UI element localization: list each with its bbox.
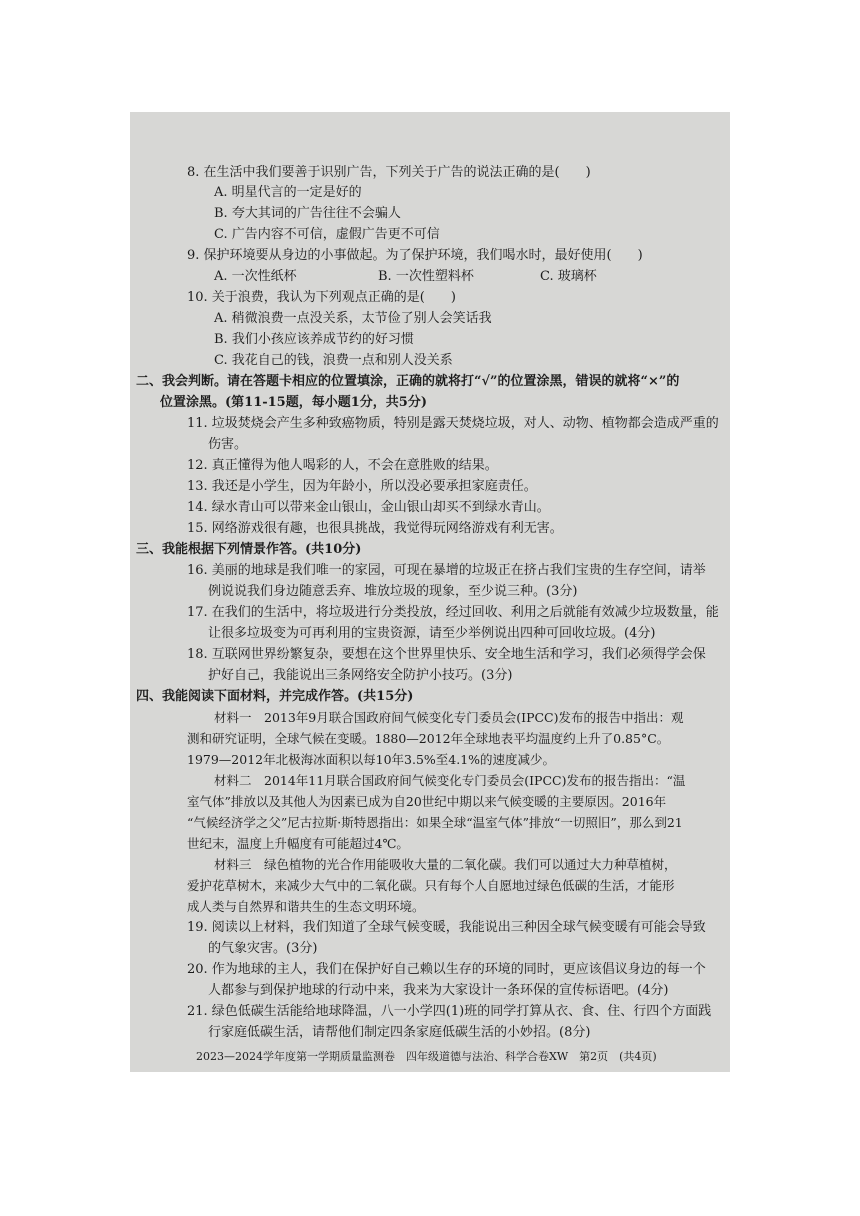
q10-option-c: C. 我花自己的钱，浪费一点和别人没关系 (214, 353, 453, 368)
section-2-heading-cont: 位置涂黑。(第11-15题，每小题1分，共5分) (160, 395, 427, 410)
q20-line2: 人都参与到保护地球的行动中来，我来为大家设计一条环保的宣传标语吧。(4分) (208, 983, 669, 998)
q20-line1: 20. 作为地球的主人，我们在保护好自己赖以生存的环境的同时，更应该倡议身边的每一个 (187, 962, 706, 977)
q9-option-c: C. 玻璃杯 (540, 269, 597, 284)
material-1-line2: 测和研究证明，全球气候在变暖。1880—2012年全球地表平均温度约上升了0.85°C。 (187, 731, 670, 746)
q8-stem: 8. 在生活中我们要善于识别广告，下列关于广告的说法正确的是( ) (187, 165, 591, 180)
q10-option-a: A. 稍微浪费一点没关系，太节俭了别人会笑话我 (214, 311, 492, 326)
q19-line1: 19. 阅读以上材料，我们知道了全球气候变暖，我能说出三种因全球气候变暖有可能会导致 (187, 920, 706, 935)
q21-line2: 行家庭低碳生活，请帮他们制定四条家庭低碳生活的小妙招。(8分) (208, 1025, 591, 1040)
page-footer: 2023—2024学年度第一学期质量监测卷 四年级道德与法治、科学合卷XW 第2页 (共4页) (196, 1050, 657, 1063)
q10-stem: 10. 关于浪费，我认为下列观点正确的是( ) (187, 290, 456, 305)
material-1-line1: 材料一 2013年9月联合国政府间气候变化专门委员会(IPCC)发布的报告中指出：观 (214, 710, 684, 725)
material-2-line2: 室气体”排放以及其他人为因素已成为自20世纪中期以来气候变暖的主要原因。2016年 (187, 794, 667, 809)
section-3-heading: 三、我能根据下列情景作答。(共10分) (136, 542, 362, 557)
material-2-line3: “气候经济学之父”尼古拉斯·斯特恩指出：如果全球“温室气体”排放“一切照旧”，那么到21 (187, 815, 683, 830)
q9-stem: 9. 保护环境要从身边的小事做起。为了保护环境，我们喝水时，最好使用( ) (187, 248, 643, 263)
q11-line2: 伤害。 (208, 437, 248, 452)
q13: 13. 我还是小学生，因为年龄小，所以没必要承担家庭责任。 (187, 479, 537, 494)
q9-option-a: A. 一次性纸杯 (214, 269, 297, 284)
material-3-line1: 材料三 绿色植物的光合作用能吸收大量的二氧化碳。我们可以通过大力种草植树， (214, 857, 677, 872)
q9-option-b: B. 一次性塑料杯 (378, 269, 474, 284)
material-1-line3: 1979—2012年北极海冰面积以每10年3.5%至4.1%的速度减少。 (187, 752, 556, 767)
q8-option-b: B. 夸大其词的广告往往不会骗人 (214, 206, 401, 221)
section-2-heading: 二、我会判断。请在答题卡相应的位置填涂，正确的就将打“√”的位置涂黑，错误的就将“×”的 (136, 374, 680, 389)
q11-line1: 11. 垃圾焚烧会产生多种致癌物质，特别是露天焚烧垃圾，对人、动物、植物都会造成严重的 (187, 416, 719, 431)
q21-line1: 21. 绿色低碳生活能给地球降温，八一小学四(1)班的同学打算从衣、食、住、行四个方面践 (187, 1004, 712, 1019)
q14: 14. 绿水青山可以带来金山银山，金山银山却买不到绿水青山。 (187, 500, 550, 515)
material-2-line4: 世纪末，温度上升幅度有可能超过4℃。 (187, 836, 409, 851)
q16-line2: 例说说我们身边随意丢弃、堆放垃圾的现象，至少说三种。(3分) (208, 584, 578, 599)
q16-line1: 16. 美丽的地球是我们唯一的家园，可现在暴增的垃圾正在挤占我们宝贵的生存空间，请举 (187, 563, 706, 578)
q18-line1: 18. 互联网世界纷繁复杂，要想在这个世界里快乐、安全地生活和学习，我们必须得学会保 (187, 647, 706, 662)
q10-option-b: B. 我们小孩应该养成节约的好习惯 (214, 332, 414, 347)
material-3-line3: 成人类与自然界和谐共生的生态文明环境。 (187, 899, 425, 914)
q12: 12. 真正懂得为他人喝彩的人，不会在意胜败的结果。 (187, 458, 498, 473)
q8-option-c: C. 广告内容不可信，虚假广告更不可信 (214, 227, 440, 242)
material-2-line1: 材料二 2014年11月联合国政府间气候变化专门委员会(IPCC)发布的报告指出：“温 (214, 773, 686, 788)
q19-line2: 的气象灾害。(3分) (208, 941, 318, 956)
q15: 15. 网络游戏很有趣，也很具挑战，我觉得玩网络游戏有利无害。 (187, 521, 563, 536)
exam-page (130, 112, 730, 1072)
q8-option-a: A. 明星代言的一定是好的 (214, 185, 362, 200)
q17-line2: 让很多垃圾变为可再利用的宝贵资源，请至少举例说出四种可回收垃圾。(4分) (208, 626, 656, 641)
section-4-heading: 四、我能阅读下面材料，并完成作答。(共15分) (136, 689, 414, 704)
q18-line2: 护好自己，我能说出三条网络安全防护小技巧。(3分) (208, 668, 513, 683)
material-3-line2: 爱护花草树木，来减少大气中的二氧化碳。只有每个人自愿地过绿色低碳的生活，才能形 (187, 878, 675, 893)
q17-line1: 17. 在我们的生活中，将垃圾进行分类投放，经过回收、利用之后就能有效减少垃圾数量，能 (187, 605, 719, 620)
